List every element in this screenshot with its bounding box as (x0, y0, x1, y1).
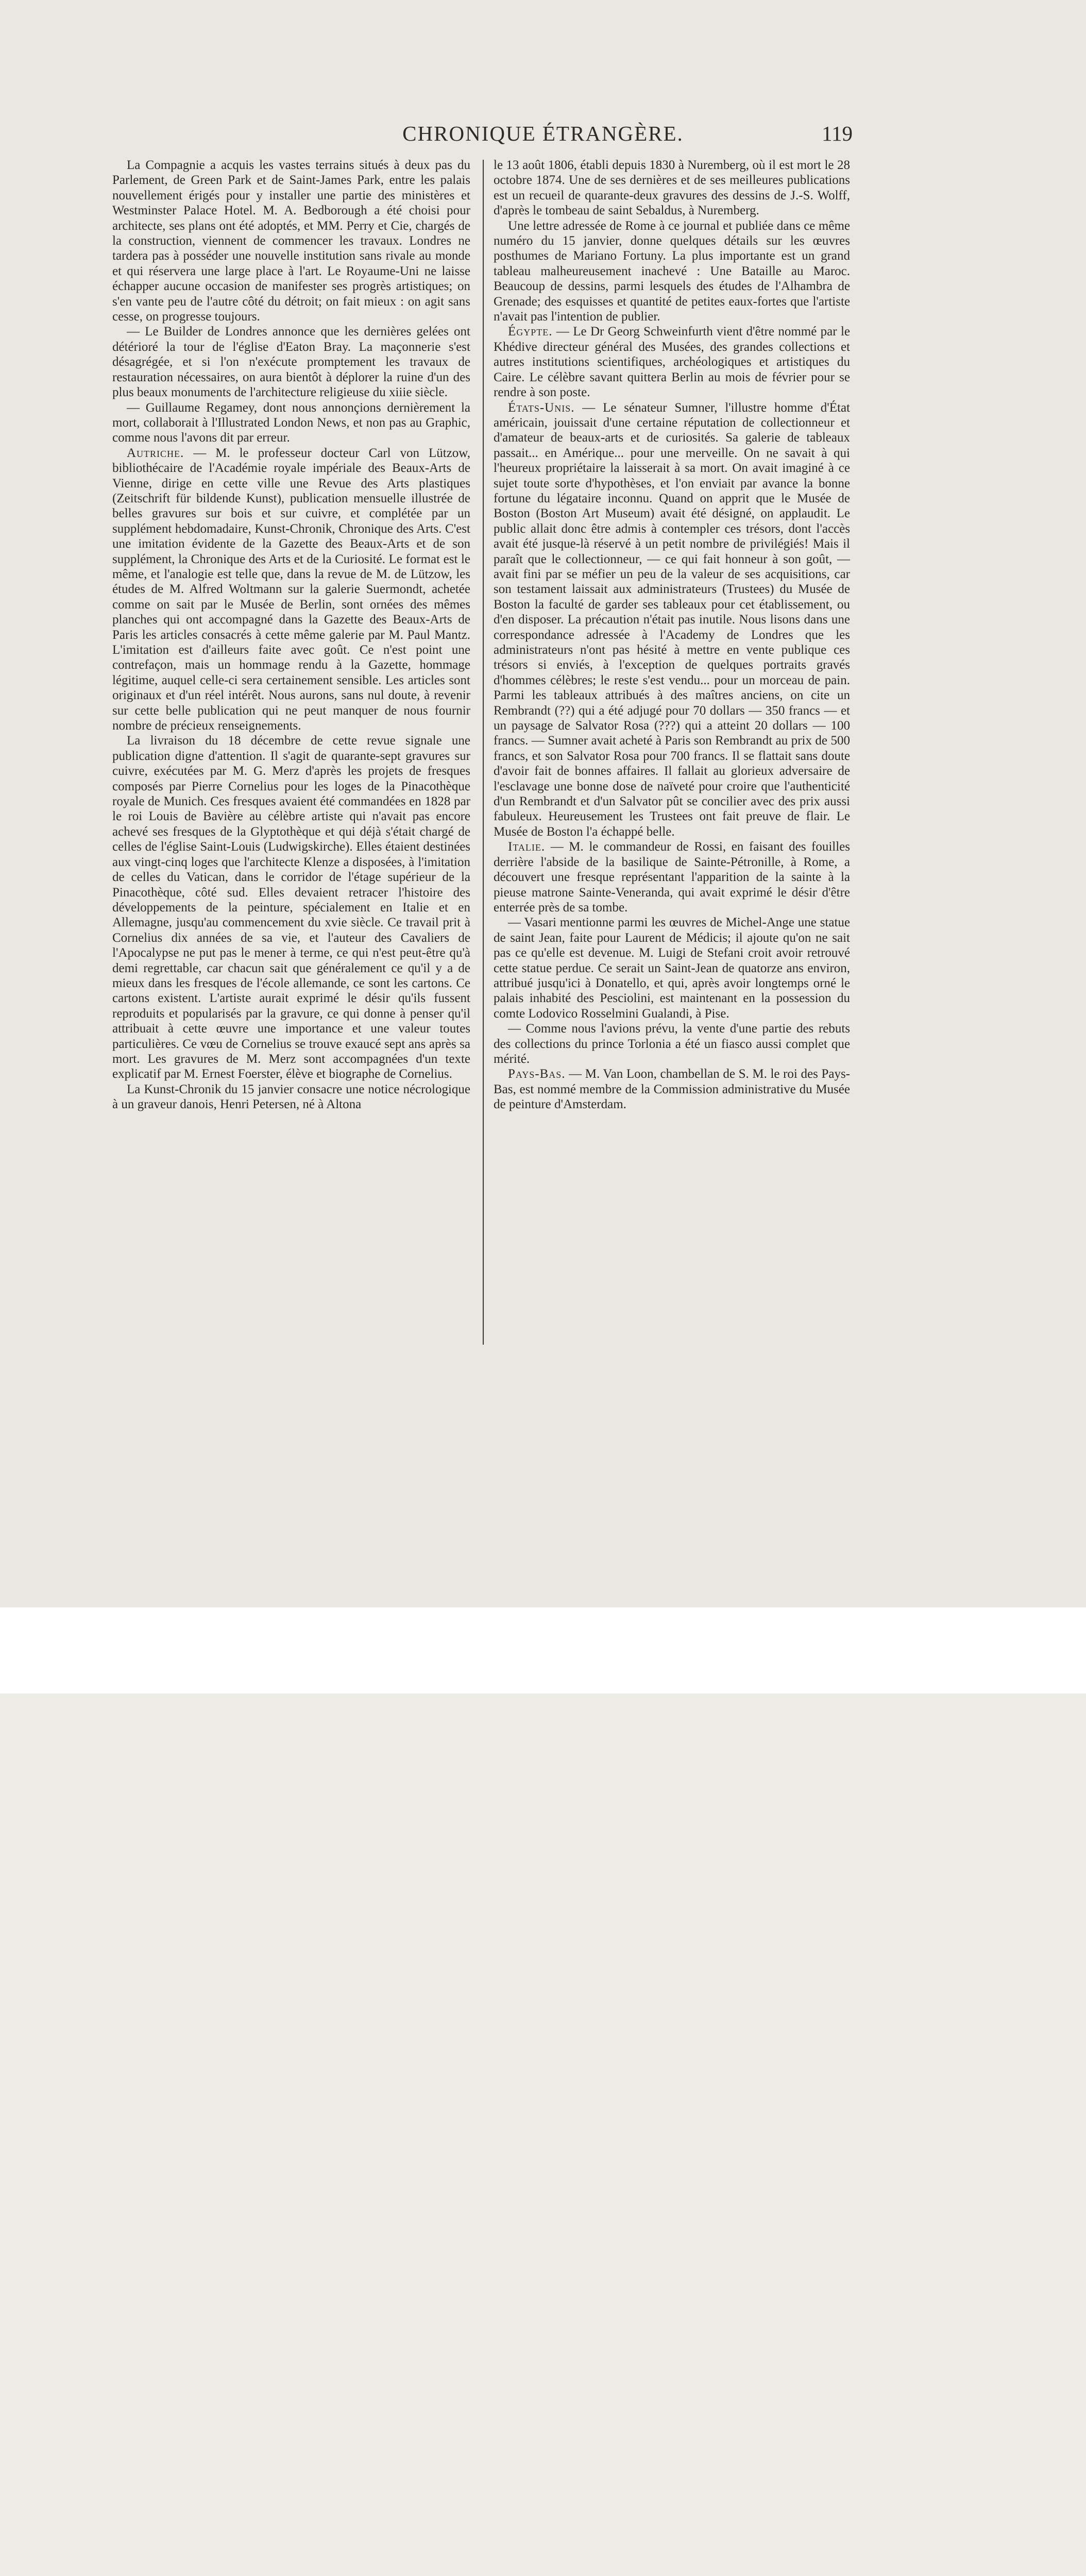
paragraph-fortuny: Une lettre adressée de Rome à ce journal et publiée dans ce même numéro du 15 janvier, donne quelques détails sur les œuvres posthumes de Mariano Fortuny. La plus importante est un grand tableau malheureusement inachevé : Une Bataille au Maroc. Beaucoup de dessins, parmi lesquels des études de l'Alhambra de Grenade; des esquisses et quantité de petites eaux-fortes que l'artiste n'avait pas l'intention de publier. (494, 218, 850, 324)
paragraph-petersen: le 13 août 1806, établi depuis 1830 à Nuremberg, où il est mort le 28 octobre 1874. Une de ses dernières et de ses meilleures publications est un recueil de quarante-deux gravures des dessins de J.-S. Wolff, d'après le tombeau de saint Sebaldus, à Nuremberg. (494, 158, 850, 218)
paragraph-egypte (494, 324, 850, 400)
paragraph-pays-bas-text: — M. Van Loon, chambellan de S. M. le roi des Pays-Bas, est nommé membre de la Commission administrative du Musée de peinture d'Amsterdam. (494, 1067, 850, 1112)
paragraph-autriche-text: — M. le professeur docteur Carl von Lützow, bibliothécaire de l'Académie royale impériale des Beaux-Arts de Vienne, dirige en cette ville une Revue des Arts plastiques (Zeitschrift für bildende Kunst), publication mensuelle illustrée de belles gravures sur bois et sur cuivre, et complétée par un supplément hebdomadaire, Kunst-Chronik, Chronique des Arts. C'est une imitation évidente de la Gazette des Beaux-Arts et de son supplément, la Chronique des Arts et de la Curiosité. Le format est le même, et l'analogie est telle que, dans la revue de M. de Lützow, les études de M. Alfred Woltmann sur la galerie Suermondt, achetée comme on sait par le Musée de Berlin, sont ornées des mêmes planches qui ont accompagné dans la Gazette des Beaux-Arts de Paris les articles consacrés à cette même galerie par M. Paul Mantz. L'imitation est d'ailleurs faite avec goût. Ce n'est point une contrefaçon, mais un hommage rendu à la Gazette, hommage légitime, auquel celle-ci sera certainement sensible. Les articles sont originaux et d'un réel intérêt. Nous aurons, sans nul doute, à revenir sur cette belle publication qui ne peut manquer de nous fournir nombre de précieux renseignements. (112, 446, 470, 733)
left-column (112, 158, 470, 1112)
paragraph-regamey: — Guillaume Regamey, dont nous annonçions dernièrement la mort, collaborait à l'Illustrated London News, et non pas au Graphic, comme nous l'avons dit par erreur. (112, 400, 470, 445)
page-number: 119 (822, 122, 853, 145)
paragraph-kunst-chronik: La Kunst-Chronik du 15 janvier consacre une notice nécrologique à un graveur danois, Henri Petersen, né à Altona (112, 1082, 470, 1112)
paragraph-builder: — Le Builder de Londres annonce que les dernières gelées ont détérioré la tour de l'église d'Eaton Bray. La maçonnerie s'est désagrégée, et si l'on n'exécute promptement les travaux de restauration nécessaires, on aura bientôt à déplorer la ruine d'un des plus beaux monuments de l'architecture religieuse du xiiie siècle. (112, 325, 470, 400)
paragraph-italie (494, 839, 850, 915)
paragraph-italie-text: — M. le commandeur de Rossi, en faisant des fouilles derrière l'abside de la basilique de Sainte-Pétronille, à Rome, a découvert une fresque représentant l'apparition de la sainte à la pieuse matrone Sainte-Veneranda, qui avait exprimé le désir d'être enterrée près de sa tombe. (494, 840, 850, 914)
paragraph-compagnie: La Compagnie a acquis les vastes terrains situés à deux pas du Parlement, de Green Park et de Saint-James Park, entre les palais nouvellement érigés pour y installer une partie des ministères et Westminster Palace Hotel. M. A. Bedborough a été choisi pour architecte, ses plans ont été adoptés, et MM. Perry et Cie, chargés de la construction, viennent de commencer les travaux. Londres ne tardera pas à posséder une nouvelle institution sans rivale au monde et qui réservera une large place à l'art. Le Royaume-Uni ne laisse échapper aucune occasion de manifester ses progrès artistiques; on s'en vante peu de l'autre côté du détroit; on fait mieux : on agit sans cesse, on progresse toujours. (112, 158, 470, 324)
paragraph-torlonia: — Comme nous l'avions prévu, la vente d'une partie des rebuts des collections du prince Torlonia a été un fiasco aussi complet que mérité. (494, 1022, 850, 1066)
paragraph-pays-bas (494, 1066, 850, 1112)
paragraph-livraison: La livraison du 18 décembre de cette revue signale une publication digne d'attention. Il s'agit de quarante-sept gravures sur cuivre, exécutées par M. G. Merz d'après les projets de fresques composés par Pierre Cornelius pour les loges de la Pinacothèque royale de Munich. Ces fresques avaient été commandées en 1828 par le roi Louis de Bavière au célèbre artiste qui n'avait pas encore achevé ses fresques de la Glyptothèque et qui déjà s'était chargé de celles de l'église Saint-Louis (Ludwigskirche). Elles étaient destinées aux vingt-cinq loges que l'architecte Klenze a disposées, à l'imitation de celles du Vatican, dans le corridor de l'étage supérieur de la Pinacothèque, côté sud. Elles devaient retracer l'histoire des développements de la peinture, spécialement en Italie et en Allemagne, jusqu'au commencement du xvie siècle. Ce travail prit à Cornelius dix années de sa vie, et l'auteur des Cavaliers de l'Apocalypse ne put pas le mener à terme, ce qui n'est peut-être qu'à demi regrettable, car chacun sait que généralement ce qu'il y a de mieux dans les fresques de l'école allemande, ce sont les cartons. Ce cartons existent. L'artiste aurait exprimé le désir qu'ils fussent reproduits et popularisés par la gravure, ce qui donne à penser qu'il attribuait à cette œuvre une importance et une valeur toutes particulières. Ce vœu de Cornelius se trouve exaucé sept ans après sa mort. Les gravures de M. Merz sont accompagnées d'un texte explicatif par M. Ernest Foerster, élève et biographe de Cornelius. (112, 734, 470, 1081)
paragraph-etats-unis-text: — Le sénateur Sumner, l'illustre homme d'État américain, jouissait d'une certaine réputation de collectionneur et d'amateur de beaux-arts et de curiosités. Sa galerie de tableaux passait... en Amérique... pour une merveille. On ne savait à qui l'heureux propriétaire la laisserait à sa mort. On avait imaginé à ce sujet toute sorte d'hypothèses, et l'on enviait par avance la bonne fortune du légataire inconnu. Quand on apprit que le Musée de Boston (Boston Art Museum) avait été désigné, on applaudit. Le public allait donc être admis à contempler ces trésors, dont l'accès avait été jusque-là réservé à un petit nombre de privilégiés! Mais il paraît que le collectionneur, — ce qui fait honneur à son goût, — avait fini par se méfier un peu de la valeur de ses acquisitions, car son testament laissait aux administrateurs (Trustees) du Musée de Boston la faculté de garder ses tableaux pour cet établissement, ou d'en disposer. La précaution n'était pas inutile. Nous lisons dans une correspondance adressée à l'Academy de Londres que les administrateurs n'ont pas hésité à mettre en vente publique ces trésors si enviés, à l'exception de quelques portraits gravés d'hommes célèbres; le reste s'est vendu... pour un morceau de pain. Parmi les tableaux attribués à des maîtres anciens, on cite un Rembrandt (??) qui a été adjugé pour 70 dollars — 350 francs — et un paysage de Salvator Rosa (???) qui a atteint 20 dollars — 100 francs. — Sumner avait acheté à Paris son Rembrandt au prix de 500 francs, et son Salvator Rosa pour 700 francs. Il se flattait sans doute d'avoir fait de bonnes affaires. Il fallait au glorieux adversaire de l'esclavage une bonne dose de naïveté pour croire que l'authenticité d'un Rembrandt et d'un Salvator pût se concilier avec des prix aussi fabuleux. Heureusement les Trustees ont fait preuve de flair. Le Musée de Boston l'a échappé belle. (494, 400, 850, 839)
section-label-egypte: Égypte. (508, 325, 553, 339)
paragraph-autriche (112, 446, 470, 734)
paragraph-etats-unis (494, 400, 850, 840)
section-label-pays-bas: Pays-Bas. (508, 1067, 566, 1081)
column-divider (483, 160, 484, 1345)
section-label-italie: Italie. (508, 840, 546, 854)
paragraph-egypte-text: — Le Dr Georg Schweinfurth vient d'être nommé par le Khédive directeur général des Musées, des grandes collections et autres institutions scientifiques, archéologiques et artistiques du Caire. Le célèbre savant quittera Berlin au mois de février pour se rendre à son poste. (494, 325, 850, 400)
paragraph-vasari: — Vasari mentionne parmi les œuvres de Michel-Ange une statue de saint Jean, faite pour Laurent de Médicis; il ajoute qu'on ne sait pas ce qu'elle est devenue. M. Luigi de Stefani croit avoir retrouvé cette statue perdue. Ce serait un Saint-Jean de quatorze ans environ, attribué jusqu'ici à Donatello, et qui, après avoir longtemps orné le palais inhabité des Pesciolini, est maintenant en la possession du comte Lodovico Rosselmini Gualandi, à Pise. (494, 916, 850, 1021)
viewer-footer (0, 1607, 1086, 1693)
section-label-etats-unis: États-Unis. (508, 400, 575, 415)
right-column (494, 158, 850, 1112)
running-title: CHRONIQUE ÉTRANGÈRE. (402, 122, 684, 145)
section-label-autriche: Autriche. (127, 446, 184, 460)
